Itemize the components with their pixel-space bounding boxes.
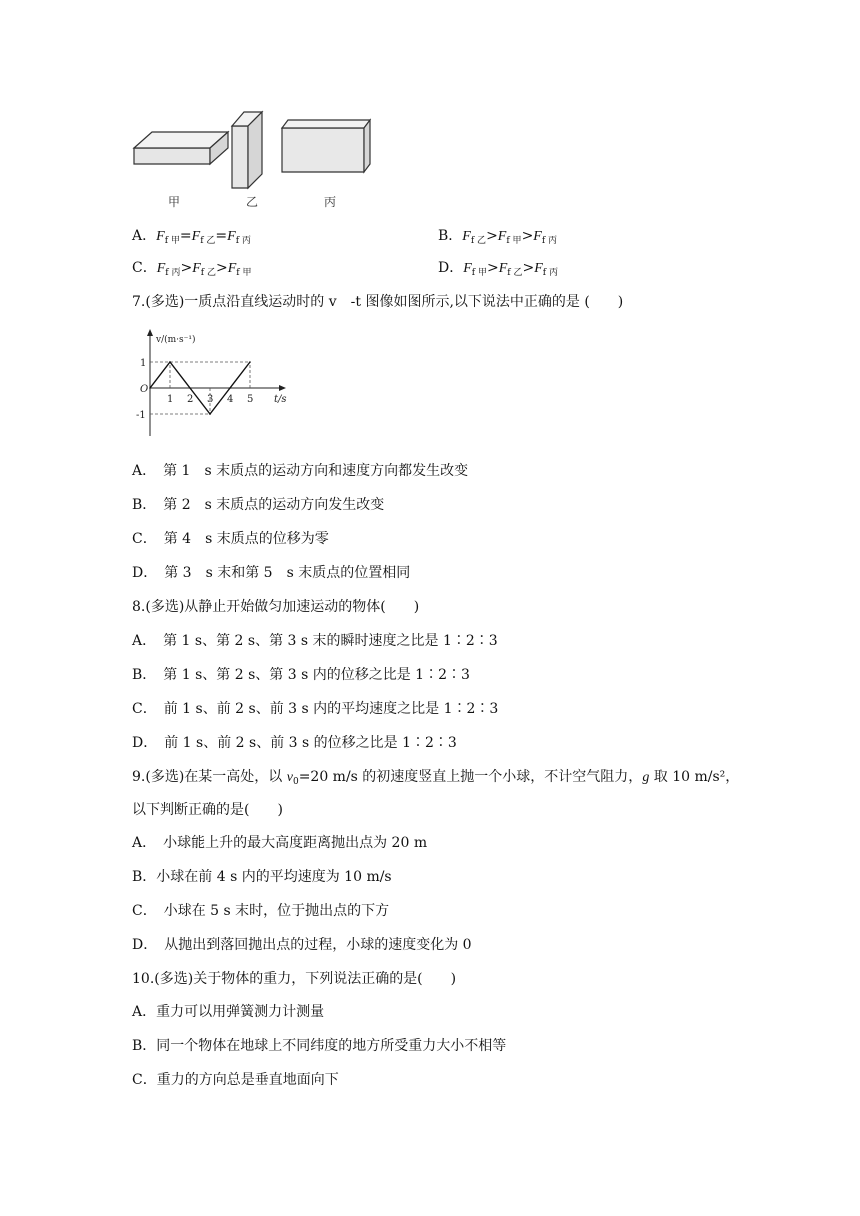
q10-option-a: A．重力可以用弹簧测力计测量: [132, 1004, 325, 1020]
relation-sign: =: [179, 228, 192, 244]
force-subscript: f 甲: [164, 236, 180, 246]
force-symbol: F: [227, 261, 237, 276]
force-subscript: f 乙: [200, 236, 216, 246]
block-label-jia: 甲: [168, 195, 181, 209]
force-subscript: f 乙: [200, 268, 216, 278]
force-subscript: f 丙: [542, 268, 558, 278]
q10-option-c: C．重力的方向总是垂直地面向下: [132, 1072, 339, 1088]
relation-sign: >: [215, 260, 228, 276]
force-symbol: F: [534, 261, 543, 276]
q7-option-d: D． 第 3 s 末和第 5 s 末质点的位置相同: [132, 565, 411, 581]
vt-graph: [132, 326, 292, 438]
q9-option-d: D． 从抛出到落回抛出点的过程，小球的速度变化为 0: [132, 937, 472, 953]
q10-stem: 10.(多选)关于物体的重力，下列说法正确的是( ): [132, 971, 457, 987]
q7-option-b: B． 第 2 s 末质点的运动方向发生改变: [132, 497, 385, 513]
relation-sign: =: [215, 228, 228, 244]
block-bing: [282, 128, 364, 172]
force-subscript: f 丙: [541, 236, 558, 246]
q10-option-b: B．同一个物体在地球上不同纬度的地方所受重力大小不相等: [132, 1038, 507, 1054]
q9-option-a: A． 小球能上升的最大高度距离抛出点为 20 m: [132, 835, 428, 851]
y-axis-arrow: [147, 329, 153, 336]
force-subscript: f 甲: [471, 268, 487, 278]
velocity-point: [169, 361, 171, 363]
q8-option-b: B． 第 1 s、第 2 s、第 3 s 内的位移之比是 1∶2∶3: [132, 667, 470, 683]
q9-option-b: B．小球在前 4 s 内的平均速度为 10 m/s: [132, 869, 392, 885]
force-subscript: f 丙: [235, 236, 251, 246]
x-tick-label: 2: [187, 394, 194, 405]
block-label-bing: 丙: [324, 195, 337, 209]
force-symbol: F: [156, 229, 165, 244]
force-subscript: f 丙: [165, 268, 181, 278]
relation-sign: >: [487, 260, 499, 276]
velocity-point: [249, 361, 251, 363]
force-symbol: F: [192, 261, 201, 276]
q9-option-c: C． 小球在 5 s 末时，位于抛出点的下方: [132, 903, 390, 919]
blocks-figure: [128, 100, 378, 215]
q6-option-c: C．$F_{f 丙}>F_{f 乙}>F_{f 甲}$: [132, 260, 252, 278]
force-symbol: F: [156, 261, 166, 276]
force-subscript: f 乙: [507, 268, 523, 278]
x-tick-label: 4: [227, 394, 234, 405]
force-subscript: f 甲: [236, 268, 252, 278]
q9-stem-line2: 以下判断正确的是( ): [132, 802, 283, 818]
x-tick-label: 1: [167, 394, 174, 405]
relation-sign: >: [521, 228, 534, 244]
y-tick-label: -1: [136, 410, 146, 421]
q8-option-d: D． 前 1 s、前 2 s、前 3 s 的位移之比是 1∶2∶3: [132, 735, 457, 751]
force-symbol: F: [463, 261, 472, 276]
force-subscript: f 甲: [506, 236, 522, 246]
relation-sign: >: [486, 228, 498, 244]
velocity-point: [209, 413, 211, 415]
force-symbol: F: [498, 261, 508, 276]
force-symbol: F: [497, 229, 507, 244]
y-axis-label: v/(m·s⁻¹): [156, 335, 196, 345]
relation-sign: >: [522, 260, 535, 276]
force-symbol: F: [227, 229, 236, 244]
q7-stem: 7.(多选)一质点沿直线运动时的 v -t 图像如图所示,以下说法中正确的是 ( ): [132, 294, 624, 310]
x-axis-label: t/s: [274, 394, 287, 405]
q9-stem: 9.(多选)在某一高处，以 $v_0=20$ m/s 的初速度竖直上抛一个小球，不计空气阻力，g 取 10 m/s²，: [132, 769, 740, 787]
velocity-point: [189, 387, 191, 389]
velocity-point: [149, 387, 151, 389]
q7-option-a: A． 第 1 s 末质点的运动方向和速度方向都发生改变: [132, 463, 469, 479]
q8-option-c: C． 前 1 s、前 2 s、前 3 s 内的平均速度之比是 1∶2∶3: [132, 701, 499, 717]
force-symbol: F: [533, 229, 542, 244]
x-axis-arrow: [279, 385, 286, 391]
force-subscript: f 乙: [470, 236, 487, 246]
q6-option-b: B．$F_{f 乙}>F_{f 甲}>F_{f 丙}$: [438, 228, 558, 246]
velocity-point: [229, 387, 231, 389]
block-yi: [232, 126, 248, 188]
force-symbol: F: [191, 229, 201, 244]
force-symbol: F: [462, 229, 471, 244]
q6-option-d: D．$F_{f 甲}>F_{f 乙}>F_{f 丙}$: [438, 260, 558, 278]
q8-stem: 8.(多选)从静止开始做匀加速运动的物体( ): [132, 599, 420, 615]
x-tick-label: 5: [247, 394, 254, 405]
y-tick-label: 1: [140, 358, 147, 369]
q6-option-a: A．$F_{f 甲}=F_{f 乙}=F_{f 丙}$: [132, 228, 251, 246]
q8-option-a: A． 第 1 s、第 2 s、第 3 s 末的瞬时速度之比是 1∶2∶3: [132, 633, 498, 649]
x-tick-label: 3: [207, 394, 214, 405]
q7-option-c: C． 第 4 s 末质点的位移为零: [132, 531, 329, 547]
origin-label: O: [140, 384, 149, 395]
block-label-yi: 乙: [246, 195, 259, 209]
block-jia: [134, 148, 210, 164]
relation-sign: >: [180, 260, 193, 276]
